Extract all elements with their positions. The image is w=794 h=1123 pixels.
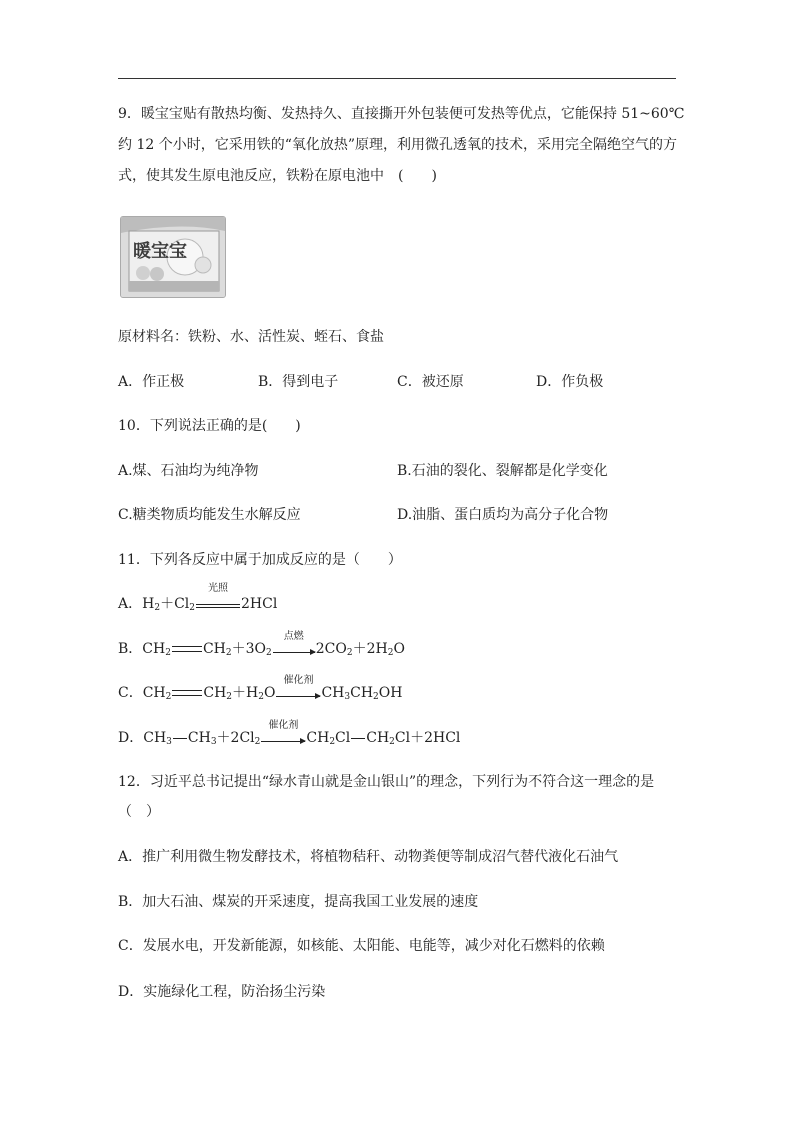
q9-materials: 原材料名：铁粉、水、活性炭、蛭石、食盐 xyxy=(118,329,384,345)
q11-option-c-label: C． xyxy=(118,685,143,701)
q11-option-a-label: A． xyxy=(118,596,143,612)
q11-option-b: B．$CH_2$ $CH_2+3O_2$ 点燃 $2CO_2+2H_2O$ xyxy=(118,631,405,658)
q11-option-c: C．$CH_2$ $CH_2+H_2O$ 催化剂 $CH_3CH_2OH$ xyxy=(118,675,403,702)
q11-stem: 11．下列各反应中属于加成反应的是（ ） xyxy=(118,552,402,568)
q10-stem: 10．下列说法正确的是( ) xyxy=(118,418,301,434)
q12-stem-line1: 12．习近平总书记提出“绿水青山就是金山银山”的理念，下列行为不符合这一理念的是 xyxy=(118,774,655,790)
double-bond xyxy=(172,690,202,696)
q10-option-d: D.油脂、蛋白质均为高分子化合物 xyxy=(397,507,609,523)
product-package-illustration xyxy=(121,217,225,297)
condition-text: 催化剂 xyxy=(283,675,314,686)
condition-text: 催化剂 xyxy=(268,720,299,731)
q9-stem-line3: 式，使其发生原电池反应，铁粉在原电池中 ( ) xyxy=(118,168,437,184)
q9-option-c: C．被还原 xyxy=(397,374,464,390)
q12-option-c: C．发展水电，开发新能源，如核能、太阳能、电能等，减少对化石燃料的依赖 xyxy=(118,938,605,954)
header-rule xyxy=(118,78,676,79)
q10-option-b: B.石油的裂化、裂解都是化学变化 xyxy=(397,463,608,479)
product-brand-text: 暖宝宝 xyxy=(133,241,187,262)
q9-stem-line2: 约 12 个小时，它采用铁的“氧化放热”原理，利用微孔透氧的技术，采用完全隔绝空气的方 xyxy=(118,137,678,153)
q9-option-a: A．作正极 xyxy=(118,374,185,390)
q9-stem-line1: 9．暖宝宝贴有散热均衡、发热持久、直接撕开外包装便可发热等优点，它能保持 51~60℃ xyxy=(118,106,685,122)
double-bond xyxy=(172,646,202,652)
q10-option-c: C.糖类物质均能发生水解反应 xyxy=(118,507,301,523)
condition-light-equals xyxy=(196,583,240,608)
condition-ignite-arrow xyxy=(273,631,315,653)
single-bond xyxy=(173,738,187,739)
q12-option-d: D．实施绿化工程，防治扬尘污染 xyxy=(118,984,326,1000)
q10-option-a: A.煤、石油均为纯净物 xyxy=(118,463,259,479)
single-bond xyxy=(351,738,365,739)
q9-option-d: D．作负极 xyxy=(536,374,604,390)
product-photo xyxy=(120,216,226,298)
q11-option-d-label: D． xyxy=(118,730,144,746)
condition-text: 光照 xyxy=(208,583,229,594)
q11-option-a: A．$H_2+Cl_2$ 光照 2HCl xyxy=(118,583,278,613)
q12-option-b: B．加大石油、煤炭的开采速度，提高我国工业发展的速度 xyxy=(118,894,479,910)
condition-catalyst-arrow xyxy=(261,720,305,742)
condition-catalyst-arrow xyxy=(276,675,320,697)
q11-option-d: D．$CH_3$ $CH_3+2Cl_2$ 催化剂 $CH_2Cl$ $CH_2Cl+2HCl$ xyxy=(118,720,461,747)
condition-text: 点燃 xyxy=(283,631,304,642)
q12-option-a: A．推广利用微生物发酵技术，将植物秸秆、动物粪便等制成沼气替代液化石油气 xyxy=(118,849,619,865)
q12-stem-line2: （ ） xyxy=(118,804,160,820)
q9-option-b: B．得到电子 xyxy=(258,374,339,390)
q11-option-b-label: B． xyxy=(118,641,143,657)
